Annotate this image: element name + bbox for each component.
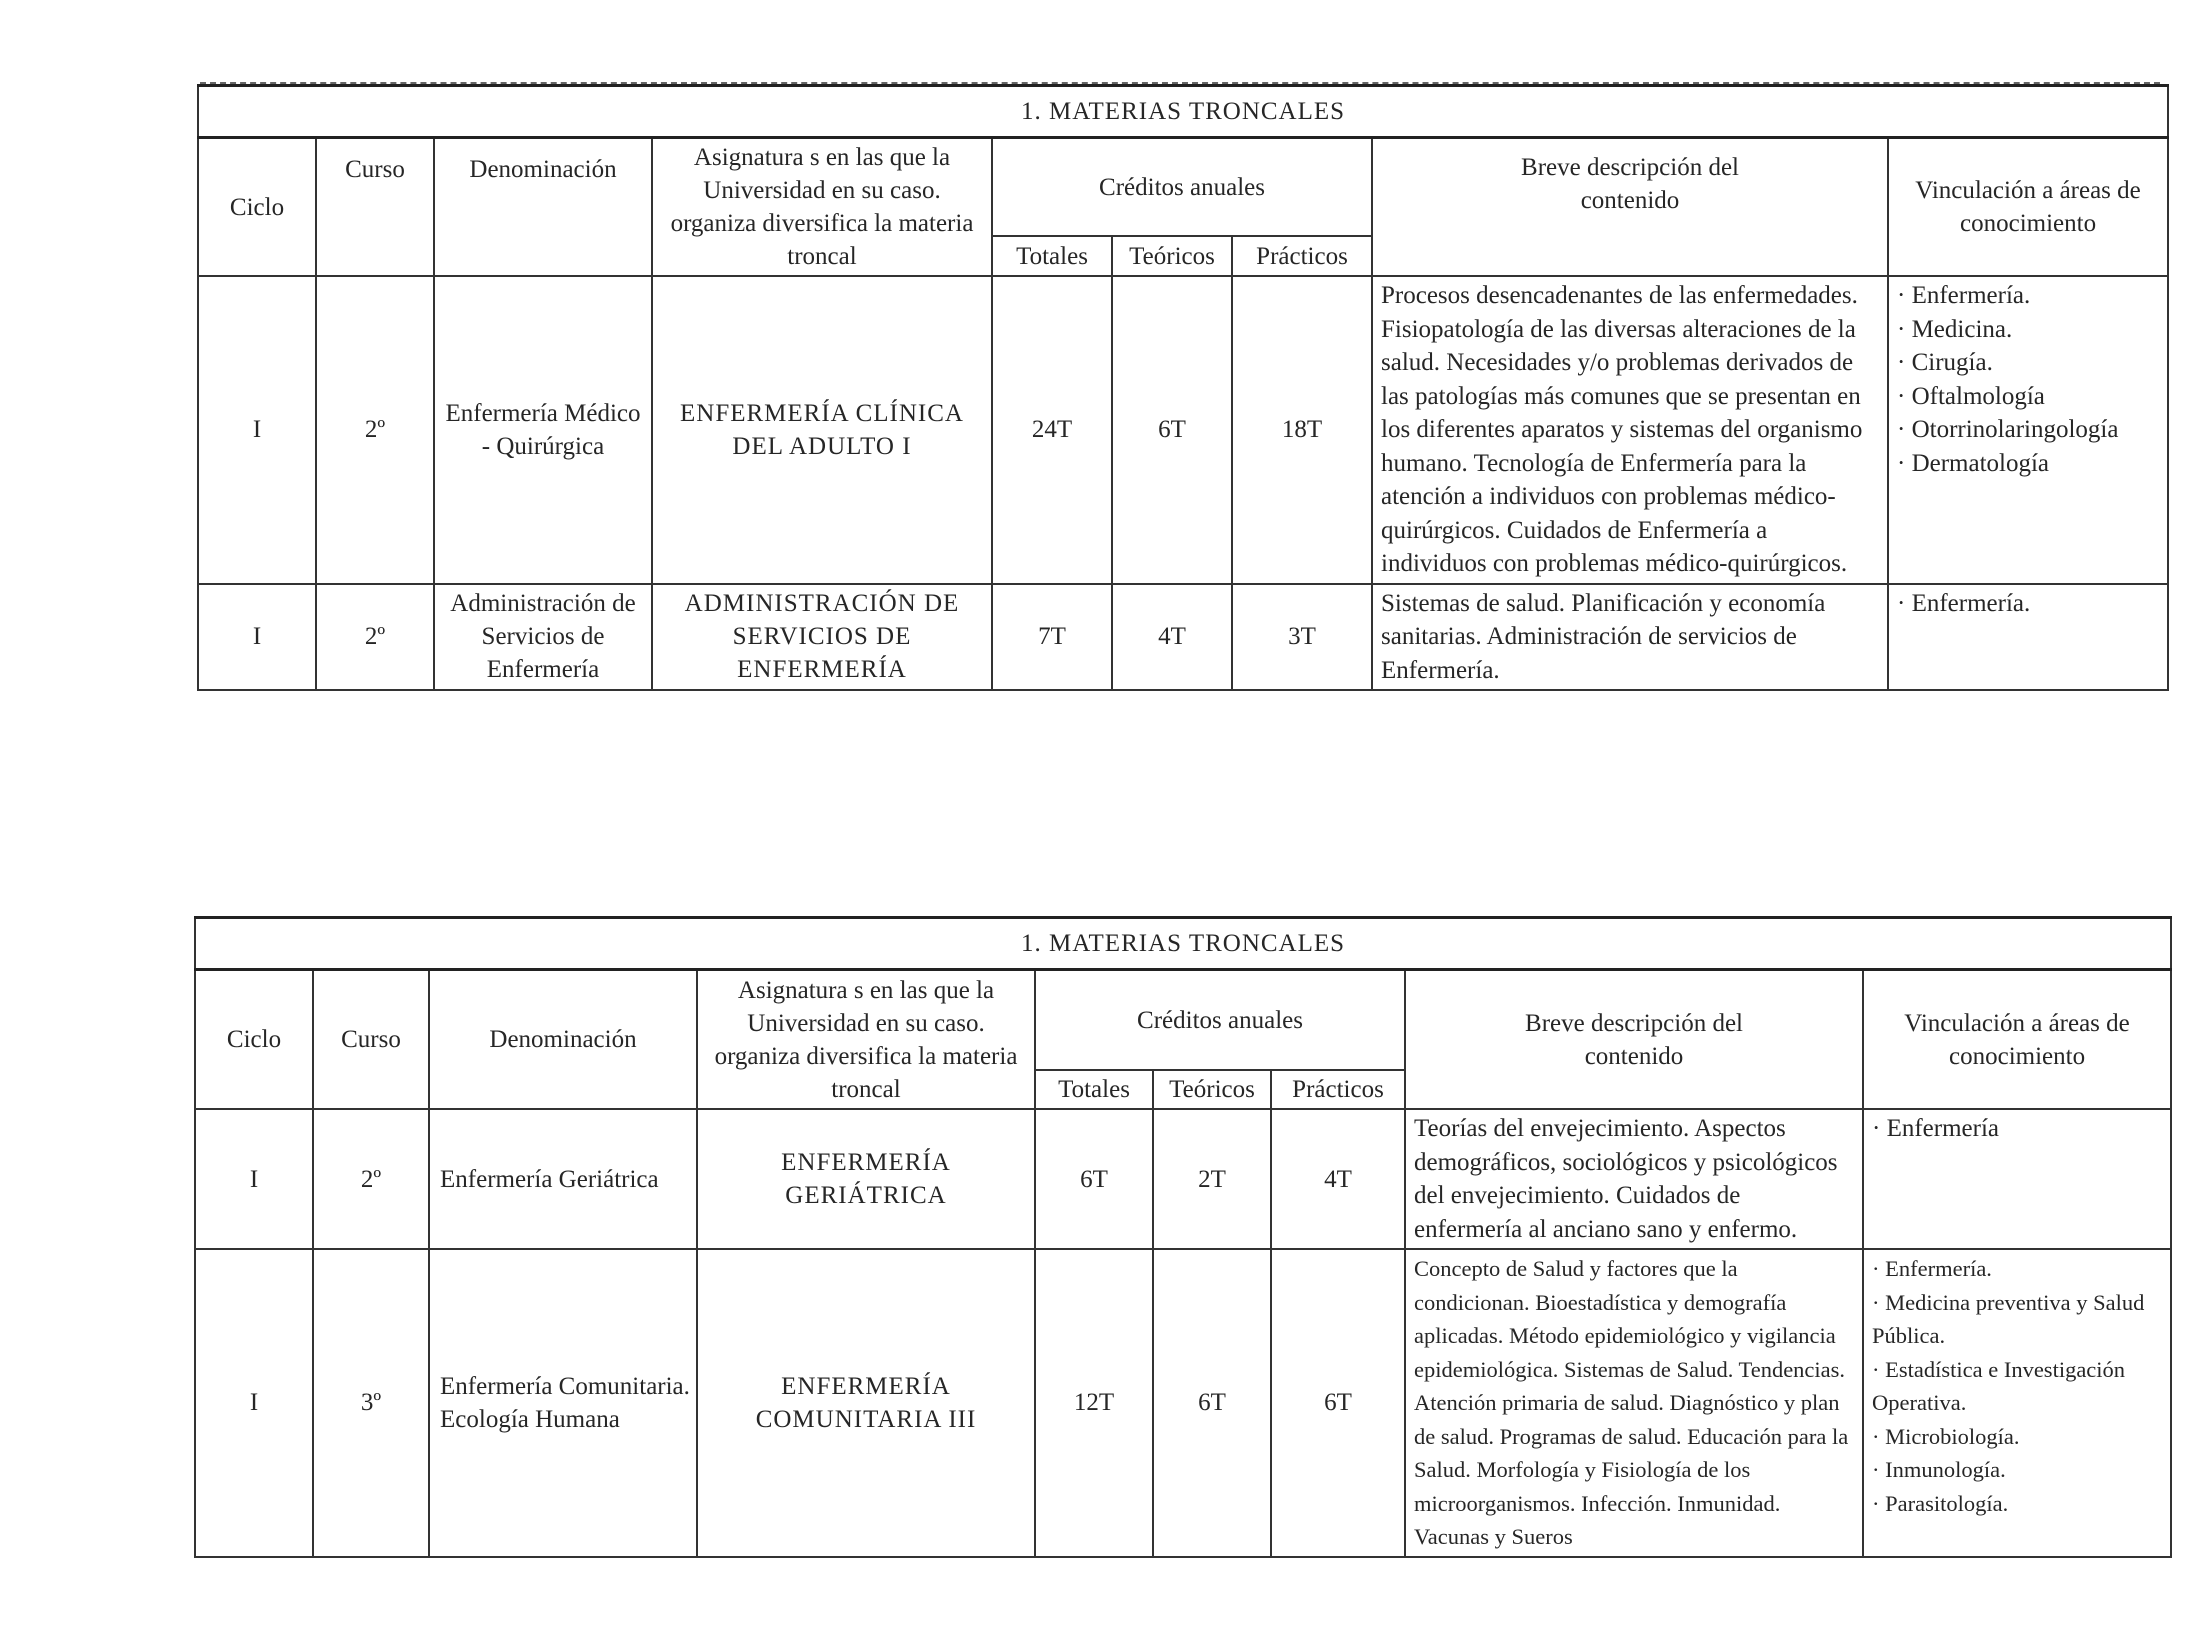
denominacion-cell: Enfermería Médico - Quirúrgica [434,276,652,584]
header-asignatura: Asignatura s en las que la Universidad en su caso. organiza diversifica la materia troncal [652,138,992,277]
table-row [198,276,2168,584]
area-item: · Enfermería. [1872,1252,2162,1286]
table-row [195,1249,2171,1557]
header-creditos: Créditos anuales [992,138,1372,237]
header-totales: Totales [1035,1070,1153,1109]
area-item: · Parasitología. [1872,1487,2162,1521]
ciclo-cell: I [195,1109,313,1249]
ciclo-cell: I [198,276,316,584]
teoricos-cell: 2T [1153,1109,1271,1249]
area-item: · Medicina preventiva y Salud Pública. [1872,1286,2162,1353]
denominacion-cell: Administración de Servicios de Enfermería [434,584,652,691]
asignatura-cell: ENFERMERÍA COMUNITARIA III [697,1249,1035,1557]
header-curso: Curso [316,138,434,277]
header-teoricos: Teóricos [1112,236,1232,276]
ciclo-cell: I [195,1249,313,1557]
table-row [198,584,2168,691]
area-item: · Inmunología. [1872,1453,2162,1487]
totales-cell: 7T [992,584,1112,691]
header-creditos: Créditos anuales [1035,970,1405,1071]
header-denominacion: Denominación [434,138,652,277]
asignatura-cell: ADMINISTRACIÓN DE SERVICIOS DE ENFERMERÍA [652,584,992,691]
teoricos-cell: 6T [1112,276,1232,584]
header-denominacion: Denominación [429,970,697,1110]
denominacion-cell: Enfermería Comunitaria. Ecología Humana [429,1249,697,1557]
area-item: · Dermatología [1897,447,2159,481]
denominacion-cell: Enfermería Geriátrica [429,1109,697,1249]
curso-cell: 2º [316,584,434,691]
header-ciclo: Ciclo [195,970,313,1110]
header-ciclo: Ciclo [198,138,316,277]
table-title: 1. MATERIAS TRONCALES [195,918,2171,970]
area-item: · Oftalmología [1897,380,2159,414]
totales-cell: 6T [1035,1109,1153,1249]
area-item: · Otorrinolaringología [1897,413,2159,447]
totales-cell: 12T [1035,1249,1153,1557]
practicos-cell: 18T [1232,276,1372,584]
vinculacion-cell [1863,1109,2171,1249]
teoricos-cell: 6T [1153,1249,1271,1557]
header-vinculacion: Vinculación a áreas de conocimiento [1888,138,2168,277]
descripcion-cell: Teorías del envejecimiento. Aspectos demográficos, sociológicos y psicológicos del envejecimiento. Cuidados de enfermería al anciano sano y enfermo. [1405,1109,1863,1249]
curso-cell: 2º [313,1109,429,1249]
ciclo-cell: I [198,584,316,691]
area-item: · Estadística e Investigación Operativa. [1872,1353,2162,1420]
area-item: · Medicina. [1897,313,2159,347]
practicos-cell: 4T [1271,1109,1405,1249]
practicos-cell: 6T [1271,1249,1405,1557]
curso-cell: 3º [313,1249,429,1557]
vinculacion-cell [1888,276,2168,584]
teoricos-cell: 4T [1112,584,1232,691]
header-asignatura: Asignatura s en las que la Universidad en su caso. organiza diversifica la materia troncal [697,970,1035,1110]
table-title: 1. MATERIAS TRONCALES [198,86,2168,138]
asignatura-cell: ENFERMERÍA CLÍNICA DEL ADULTO I [652,276,992,584]
vinculacion-cell [1863,1249,2171,1557]
header-descripcion: Breve descripción del contenido [1372,138,1888,277]
area-item: · Enfermería. [1897,279,2159,313]
curso-cell: 2º [316,276,434,584]
area-item: · Cirugía. [1897,346,2159,380]
header-curso: Curso [313,970,429,1110]
descripcion-cell: Sistemas de salud. Planificación y economía sanitarias. Administración de servicios de Enfermería. [1372,584,1888,691]
descripcion-cell: Concepto de Salud y factores que la condicionan. Bioestadística y demografía aplicadas. Método epidemiológico y vigilancia epidemiológica. Sistemas de Salud. Tendencias. Atención primaria de salud. Diagnóstico y plan de salud. Programas de salud. Educación para la Salud. Morfología y Fisiología de los microorganismos. Infección. Inmunidad. Vacunas y Sueros [1405,1249,1863,1557]
totales-cell: 24T [992,276,1112,584]
header-teoricos: Teóricos [1153,1070,1271,1109]
descripcion-cell: Procesos desencadenantes de las enfermedades. Fisiopatología de las diversas alteraciones de la salud. Necesidades y/o problemas derivados de las patologías más comunes que se presentan en los diferentes aparatos y sistemas del organismo humano. Tecnología de Enfermería para la atención a individuos con problemas médico-quirúrgicos. Cuidados de Enfermería a individuos con problemas médico-quirúrgicos. [1372,276,1888,584]
area-item: · Enfermería. [1897,587,2159,621]
header-practicos: Prácticos [1232,236,1372,276]
materias-troncales-table-1 [197,84,2169,691]
practicos-cell: 3T [1232,584,1372,691]
area-item: · Microbiología. [1872,1420,2162,1454]
header-vinculacion: Vinculación a áreas de conocimiento [1863,970,2171,1110]
materias-troncales-table-2 [194,916,2172,1558]
area-item: · Enfermería [1872,1112,2162,1146]
table-row [195,1109,2171,1249]
header-descripcion: Breve descripción del contenido [1405,970,1863,1110]
header-practicos: Prácticos [1271,1070,1405,1109]
vinculacion-cell [1888,584,2168,691]
header-totales: Totales [992,236,1112,276]
asignatura-cell: ENFERMERÍA GERIÁTRICA [697,1109,1035,1249]
